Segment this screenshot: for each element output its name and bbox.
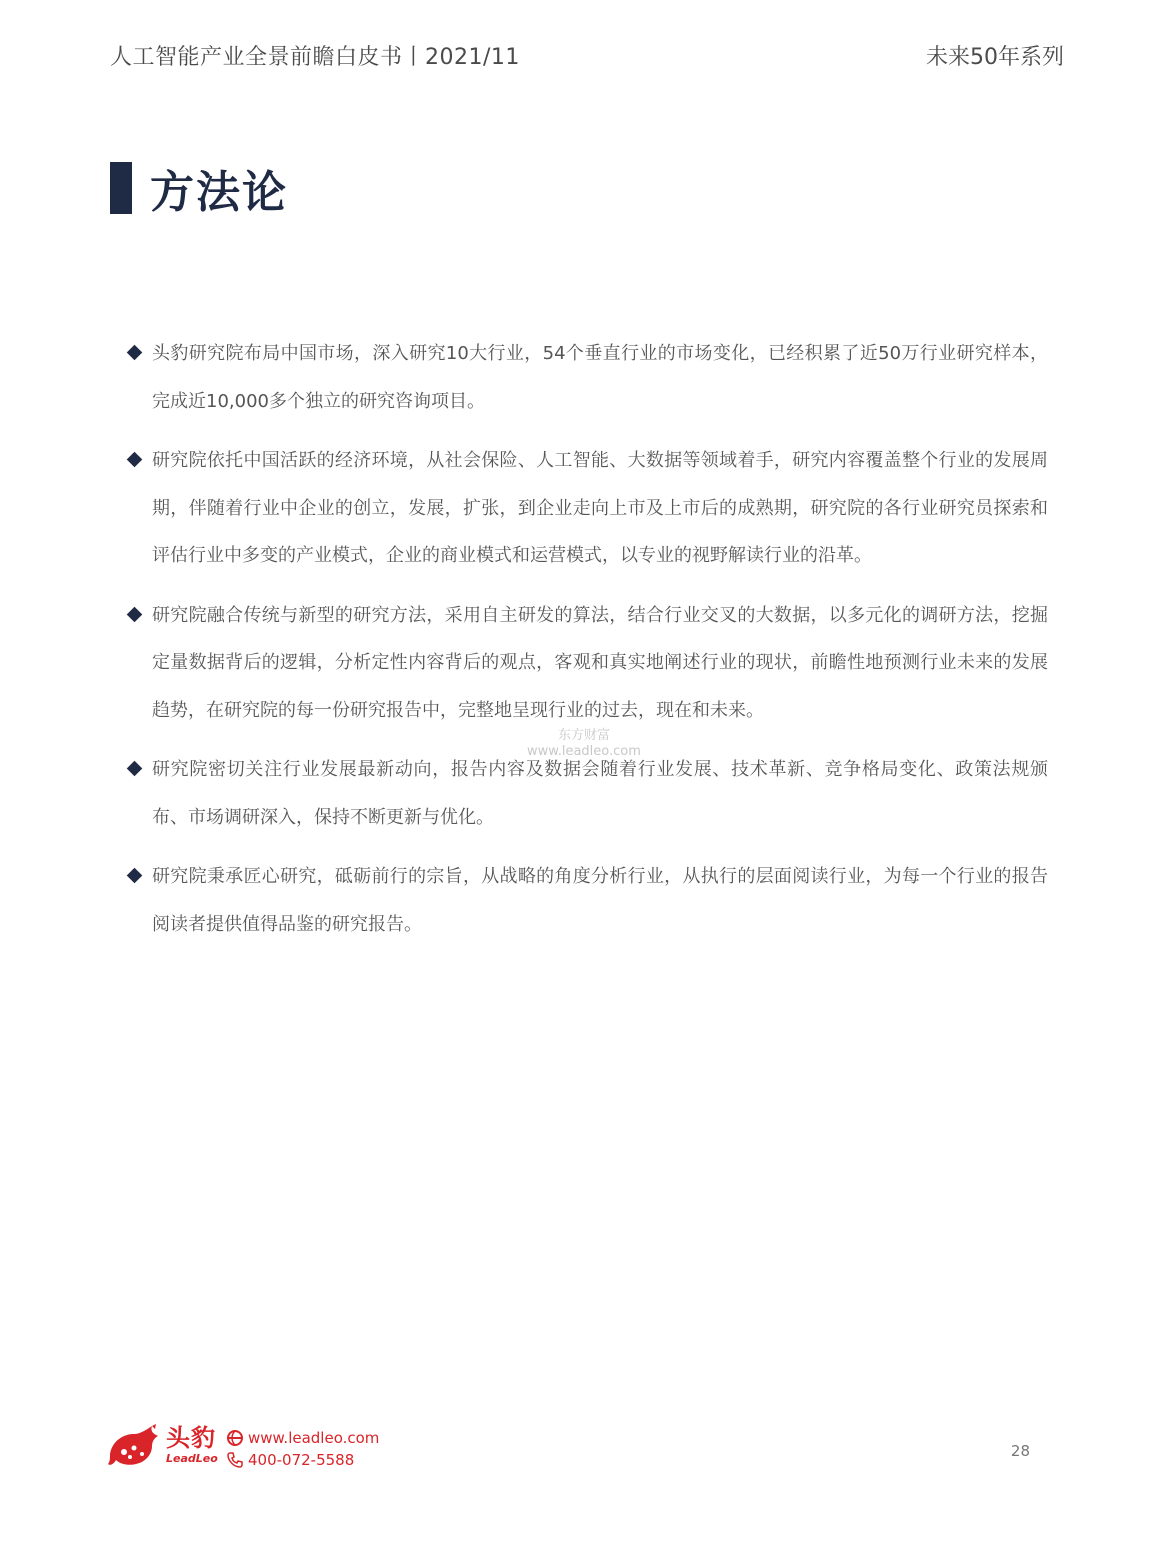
diamond-bullet-icon <box>127 452 143 468</box>
phone-number: 400-072-5588 <box>248 1451 355 1469</box>
brand-name-cn: 头豹 <box>166 1424 216 1452</box>
website-link[interactable]: www.leadleo.com <box>248 1429 380 1447</box>
list-item-text: 研究院秉承匠心研究，砥砺前行的宗旨，从战略的角度分析行业，从执行的层面阅读行业，为每一个行业的报告阅读者提供值得品鉴的研究报告。 <box>152 866 1048 935</box>
section-heading <box>110 160 288 216</box>
list-item-text: 研究院融合传统与新型的研究方法，采用自主研发的算法，结合行业交叉的大数据，以多元化的调研方法，挖掘定量数据背后的逻辑，分析定性内容背后的观点，客观和真实地阐述行业的现状，前瞻性地预测行业未来的发展趋势，在研究院的每一份研究报告中，完整地呈现行业的过去，现在和未来。 <box>152 604 1048 721</box>
brand-name-en: LeadLeo <box>166 1452 218 1465</box>
list-item <box>126 746 1048 841</box>
watermark-line1: 东方财富 <box>557 728 610 743</box>
methodology-list <box>126 330 1048 960</box>
heading-accent-bar <box>110 162 132 214</box>
list-item-text: 研究院依托中国活跃的经济环境，从社会保险、人工智能、大数据等领域着手，研究内容覆盖整个行业的发展周期，伴随着行业中企业的创立，发展，扩张，到企业走向上市及上市后的成熟期，研究院的各行业研究员探索和评估行业中多变的产业模式，企业的商业模式和运营模式，以专业的视野解读行业的沿革。 <box>152 450 1048 566</box>
diamond-bullet-icon <box>127 761 143 777</box>
page-number: 28 <box>1010 1442 1030 1460</box>
list-item-text: 头豹研究院布局中国市场，深入研究10大行业，54个垂直行业的市场变化，已经积累了近50万行业研究样本，完成近10,000多个独立的研究咨询项目。 <box>152 343 1048 412</box>
section-title: 方法论 <box>150 167 288 218</box>
list-item <box>126 437 1048 580</box>
globe-icon <box>226 1429 244 1447</box>
list-item <box>126 592 1048 735</box>
footer-contact <box>226 1427 379 1471</box>
watermark-line2: www.leadleo.com <box>527 744 641 759</box>
diamond-bullet-icon <box>127 345 143 361</box>
series-label: 未来50年系列 <box>926 45 1064 70</box>
list-item <box>126 330 1048 425</box>
footer-brand <box>166 1424 218 1466</box>
phone-row <box>226 1449 379 1471</box>
diamond-bullet-icon <box>127 606 143 622</box>
phone-icon <box>226 1451 244 1469</box>
diamond-bullet-icon <box>127 868 143 884</box>
list-item-text: 研究院密切关注行业发展最新动向，报告内容及数据会随着行业发展、技术革新、竞争格局变化、政策法规颁布、市场调研深入，保持不断更新与优化。 <box>152 759 1048 828</box>
list-item <box>126 853 1048 948</box>
report-title: 人工智能产业全景前瞻白皮书丨2021/11 <box>110 45 520 70</box>
leopard-logo-icon <box>106 1424 162 1470</box>
website-row[interactable] <box>226 1427 379 1449</box>
